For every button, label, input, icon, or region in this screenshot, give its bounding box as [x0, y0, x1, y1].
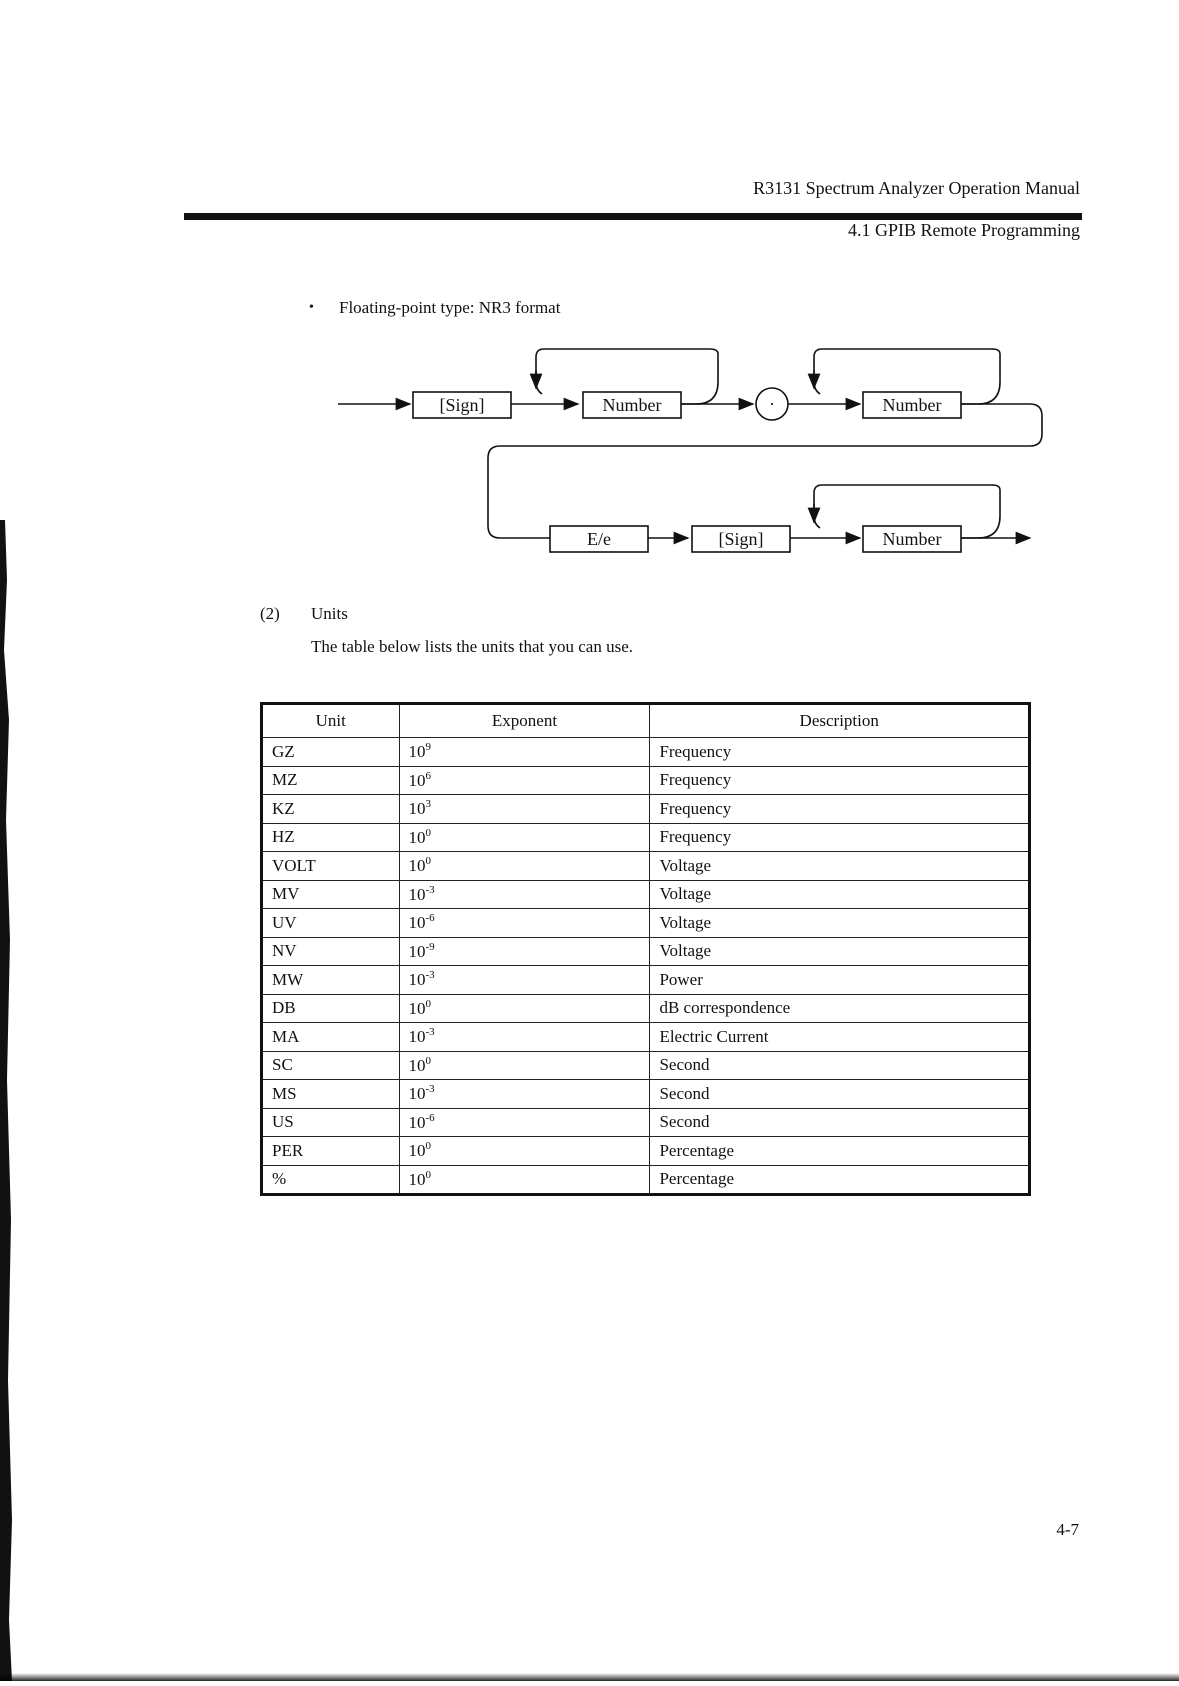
description-cell: Frequency — [650, 766, 1030, 795]
exponent-base: 10 — [408, 799, 426, 819]
exponent-base: 10 — [408, 1084, 426, 1104]
header-rule — [184, 213, 1082, 220]
description-cell: Frequency — [650, 823, 1030, 852]
exponent-cell — [399, 1165, 650, 1195]
exponent-cell — [399, 1137, 650, 1166]
bullet-text: Floating-point type: NR3 format — [339, 298, 561, 317]
unit-cell: MW — [262, 966, 400, 995]
exponent-power: 0 — [425, 1168, 432, 1181]
exponent-cell — [399, 852, 650, 881]
exponent-base: 10 — [408, 1112, 426, 1132]
bullet-dot: • — [309, 300, 314, 315]
section-heading: Units — [311, 604, 348, 623]
unit-cell: GZ — [262, 738, 400, 767]
exponent-cell — [399, 795, 650, 824]
table-header-row — [262, 704, 1030, 738]
exponent-cell — [399, 966, 650, 995]
exponent-power: 6 — [425, 769, 432, 782]
decimal-point-label: · — [769, 394, 775, 414]
table-row — [262, 1165, 1030, 1195]
exponent-cell — [399, 937, 650, 966]
unit-cell: PER — [262, 1137, 400, 1166]
scan-edge-bottom — [0, 1673, 1179, 1681]
unit-column-header: Unit — [262, 704, 400, 738]
exponent-label: E/e — [587, 529, 611, 549]
exponent-base: 10 — [408, 1027, 426, 1047]
table-row — [262, 994, 1030, 1023]
unit-cell: NV — [262, 937, 400, 966]
number-label: Number — [602, 395, 662, 415]
unit-cell: MS — [262, 1080, 400, 1109]
bullet-item — [309, 298, 560, 318]
sign-label: [Sign] — [439, 395, 485, 415]
table-row — [262, 1137, 1030, 1166]
exponent-base: 10 — [408, 941, 426, 961]
table-row — [262, 1108, 1030, 1137]
units-table — [260, 702, 1031, 1196]
exponent-base: 10 — [408, 742, 426, 762]
table-row — [262, 852, 1030, 881]
unit-cell: VOLT — [262, 852, 400, 881]
units-description: The table below lists the units that you can use. — [311, 637, 633, 656]
exponent-power: -9 — [425, 940, 435, 953]
table-row — [262, 966, 1030, 995]
table-row — [262, 766, 1030, 795]
exponent-cell — [399, 766, 650, 795]
exponent-power: -3 — [425, 1083, 435, 1096]
exponent-power: 9 — [425, 741, 432, 754]
exponent-base: 10 — [408, 1141, 426, 1161]
exponent-power: 0 — [425, 997, 432, 1010]
exponent-cell — [399, 823, 650, 852]
description-cell: Percentage — [650, 1165, 1030, 1195]
unit-cell: US — [262, 1108, 400, 1137]
exponent-base: 10 — [408, 884, 426, 904]
exponent-sign-label: [Sign] — [718, 529, 764, 549]
unit-cell: SC — [262, 1051, 400, 1080]
units-heading — [260, 604, 348, 624]
exponent-cell — [399, 1023, 650, 1052]
unit-cell: % — [262, 1165, 400, 1195]
exponent-cell — [399, 994, 650, 1023]
nr3-syntax-diagram — [330, 340, 1050, 560]
description-cell: Voltage — [650, 909, 1030, 938]
table-row — [262, 880, 1030, 909]
exponent-cell — [399, 1080, 650, 1109]
exponent-power: -3 — [425, 969, 435, 982]
description-column-header: Description — [650, 704, 1030, 738]
table-row — [262, 937, 1030, 966]
table-row — [262, 1051, 1030, 1080]
table-row — [262, 795, 1030, 824]
units-table-body — [262, 738, 1030, 1195]
unit-cell: UV — [262, 909, 400, 938]
exponent-base: 10 — [408, 970, 426, 990]
exponent-power: -3 — [425, 1026, 435, 1039]
exponent-power: -6 — [425, 1111, 435, 1124]
description-cell: Voltage — [650, 880, 1030, 909]
table-row — [262, 823, 1030, 852]
exponent-base: 10 — [408, 770, 426, 790]
exponent-cell — [399, 738, 650, 767]
description-cell: Percentage — [650, 1137, 1030, 1166]
table-row — [262, 1023, 1030, 1052]
section-number: (2) — [260, 604, 280, 623]
table-row — [262, 909, 1030, 938]
unit-cell: DB — [262, 994, 400, 1023]
exponent-power: 0 — [425, 826, 432, 839]
manual-title: R3131 Spectrum Analyzer Operation Manual — [753, 178, 1080, 198]
description-cell: Frequency — [650, 738, 1030, 767]
table-row — [262, 1080, 1030, 1109]
exponent-power: 0 — [425, 1140, 432, 1153]
exponent-power: -6 — [425, 912, 435, 925]
exponent-power: 0 — [425, 1054, 432, 1067]
exponent-base: 10 — [408, 913, 426, 933]
description-cell: Frequency — [650, 795, 1030, 824]
exponent-power: 0 — [425, 855, 432, 868]
exponent-base: 10 — [408, 1055, 426, 1075]
exponent-power: -3 — [425, 883, 435, 896]
exponent-base: 10 — [408, 827, 426, 847]
description-cell: Electric Current — [650, 1023, 1030, 1052]
exponent-base: 10 — [408, 998, 426, 1018]
exponent-base: 10 — [408, 1169, 426, 1189]
unit-cell: KZ — [262, 795, 400, 824]
exponent-cell — [399, 880, 650, 909]
exponent-number-label: Number — [882, 529, 942, 549]
exponent-power: 3 — [425, 798, 432, 811]
exponent-cell — [399, 1051, 650, 1080]
scan-edge-shadow — [0, 520, 12, 1681]
table-row — [262, 738, 1030, 767]
unit-cell: MV — [262, 880, 400, 909]
page-number: 4-7 — [1056, 1520, 1079, 1539]
description-cell: Second — [650, 1108, 1030, 1137]
unit-cell: HZ — [262, 823, 400, 852]
unit-cell: MA — [262, 1023, 400, 1052]
description-cell: Power — [650, 966, 1030, 995]
description-cell: Voltage — [650, 852, 1030, 881]
description-cell: Second — [650, 1051, 1030, 1080]
exponent-cell — [399, 1108, 650, 1137]
exponent-base: 10 — [408, 856, 426, 876]
description-cell: dB correspondence — [650, 994, 1030, 1023]
fraction-number-label: Number — [882, 395, 942, 415]
description-cell: Voltage — [650, 937, 1030, 966]
exponent-cell — [399, 909, 650, 938]
unit-cell: MZ — [262, 766, 400, 795]
section-title: 4.1 GPIB Remote Programming — [848, 220, 1080, 240]
exponent-column-header: Exponent — [399, 704, 650, 738]
description-cell: Second — [650, 1080, 1030, 1109]
